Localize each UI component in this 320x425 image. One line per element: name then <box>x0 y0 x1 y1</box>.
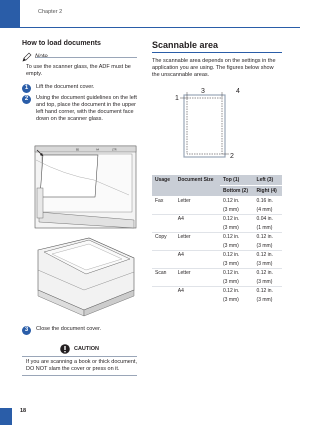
exclamation-icon <box>60 344 70 354</box>
caution-title: CAUTION <box>73 346 100 352</box>
label-3: 3 <box>201 88 205 95</box>
label-1: 1 <box>175 95 179 102</box>
note-block <box>22 52 137 78</box>
left-right-cell: 0.12 in. <box>254 287 282 296</box>
top-bottom-cell: 0.12 in. <box>220 215 254 224</box>
scanner-illustration <box>34 140 137 318</box>
table-row <box>152 251 282 260</box>
svg-text:B5: B5 <box>76 148 80 152</box>
size-cell: Letter <box>175 197 220 215</box>
left-right-cell: (3 mm) <box>256 260 273 267</box>
pencil-icon <box>22 52 32 62</box>
size-cell: A4 <box>175 287 220 305</box>
page-number: 18 <box>20 408 27 414</box>
left-right-cell: 0.12 in. <box>254 269 282 278</box>
usage-cell <box>152 215 175 233</box>
usage-cell: Scan <box>152 269 175 287</box>
usage-cell <box>152 287 175 305</box>
top-bottom-cell: 0.12 in. <box>220 197 254 206</box>
top-bottom-cell: (3 mm) <box>223 296 239 303</box>
usage-cell: Fax <box>152 197 175 215</box>
header-document-size: Document Size <box>175 175 220 197</box>
top-bottom-cell: (3 mm) <box>223 224 239 231</box>
chapter-tab <box>0 0 20 27</box>
top-bottom-cell: 0.12 in. <box>220 287 254 296</box>
size-cell: Letter <box>175 233 220 251</box>
scannable-area-diagram <box>152 88 282 168</box>
left-column <box>22 40 137 127</box>
scannable-area-heading: Scannable area <box>152 40 219 50</box>
top-bottom-cell: (3 mm) <box>223 260 239 267</box>
header-rule <box>0 27 300 28</box>
step-text: Using the document guidelines on the left and top, place the document in the upper left hand corner, with the document face down on the scanner glass. <box>36 95 137 122</box>
label-4: 4 <box>236 88 240 95</box>
step-1 <box>22 84 137 91</box>
step-text: Lift the document cover. <box>36 84 95 90</box>
right-column <box>152 40 282 79</box>
page-tab-bottom <box>0 408 12 425</box>
chapter-label: Chapter 2 <box>38 9 63 15</box>
left-right-cell: (3 mm) <box>256 278 273 285</box>
size-cell: Letter <box>175 269 220 287</box>
left-right-cell: 0.12 in. <box>254 233 282 242</box>
header-usage: Usage <box>152 175 175 197</box>
top-bottom-cell: (3 mm) <box>223 206 239 213</box>
left-right-cell: 0.04 in. <box>254 215 282 224</box>
caution-rule <box>22 356 137 357</box>
caution-rule <box>22 375 137 376</box>
step-number: 2 <box>22 95 31 104</box>
table-row <box>152 197 282 206</box>
svg-text:A4: A4 <box>96 148 100 152</box>
top-bottom-cell: 0.12 in. <box>220 269 254 278</box>
top-bottom-cell: 0.12 in. <box>220 233 254 242</box>
caution-text: If you are scanning a book or thick document, DO NOT slam the cover or press on it. <box>26 359 137 372</box>
left-right-cell: (3 mm) <box>256 296 273 303</box>
table-row <box>152 269 282 278</box>
top-bottom-cell: 0.12 in. <box>220 251 254 260</box>
caution-block <box>22 344 137 378</box>
step-text: Close the document cover. <box>36 326 102 332</box>
scannable-area-text: The scannable area depends on the settings in the application you are using. The figures below show the unscannable areas. <box>152 58 276 78</box>
size-cell: A4 <box>175 251 220 269</box>
section-heading: How to load documents <box>22 40 101 47</box>
label-2: 2 <box>230 153 234 160</box>
table-row <box>152 215 282 224</box>
left-right-cell: (3 mm) <box>256 242 273 249</box>
heading-rule <box>152 52 282 53</box>
table-row <box>152 233 282 242</box>
header-left: Left (3) <box>254 175 282 186</box>
note-rule <box>36 57 137 58</box>
note-text: To use the scanner glass, the ADF must be empty. <box>26 64 131 77</box>
step-2 <box>22 95 137 123</box>
step-number: 1 <box>22 84 31 93</box>
step-number: 3 <box>22 326 31 335</box>
left-right-cell: (1 mm) <box>256 224 273 231</box>
left-right-cell: (4 mm) <box>256 206 273 213</box>
left-right-cell: 0.16 in. <box>254 197 282 206</box>
usage-cell <box>152 251 175 269</box>
svg-text:LTR: LTR <box>112 148 117 152</box>
usage-cell: Copy <box>152 233 175 251</box>
top-bottom-cell: (3 mm) <box>223 242 239 249</box>
step-3 <box>22 326 151 333</box>
table-row <box>152 287 282 296</box>
scannable-area-table <box>152 175 282 304</box>
header-top: Top (1) <box>220 175 254 186</box>
left-right-cell: 0.12 in. <box>254 251 282 260</box>
header-right: Right (4) <box>254 186 282 197</box>
top-bottom-cell: (3 mm) <box>223 278 239 285</box>
size-cell: A4 <box>175 215 220 233</box>
header-bottom: Bottom (2) <box>220 186 254 197</box>
